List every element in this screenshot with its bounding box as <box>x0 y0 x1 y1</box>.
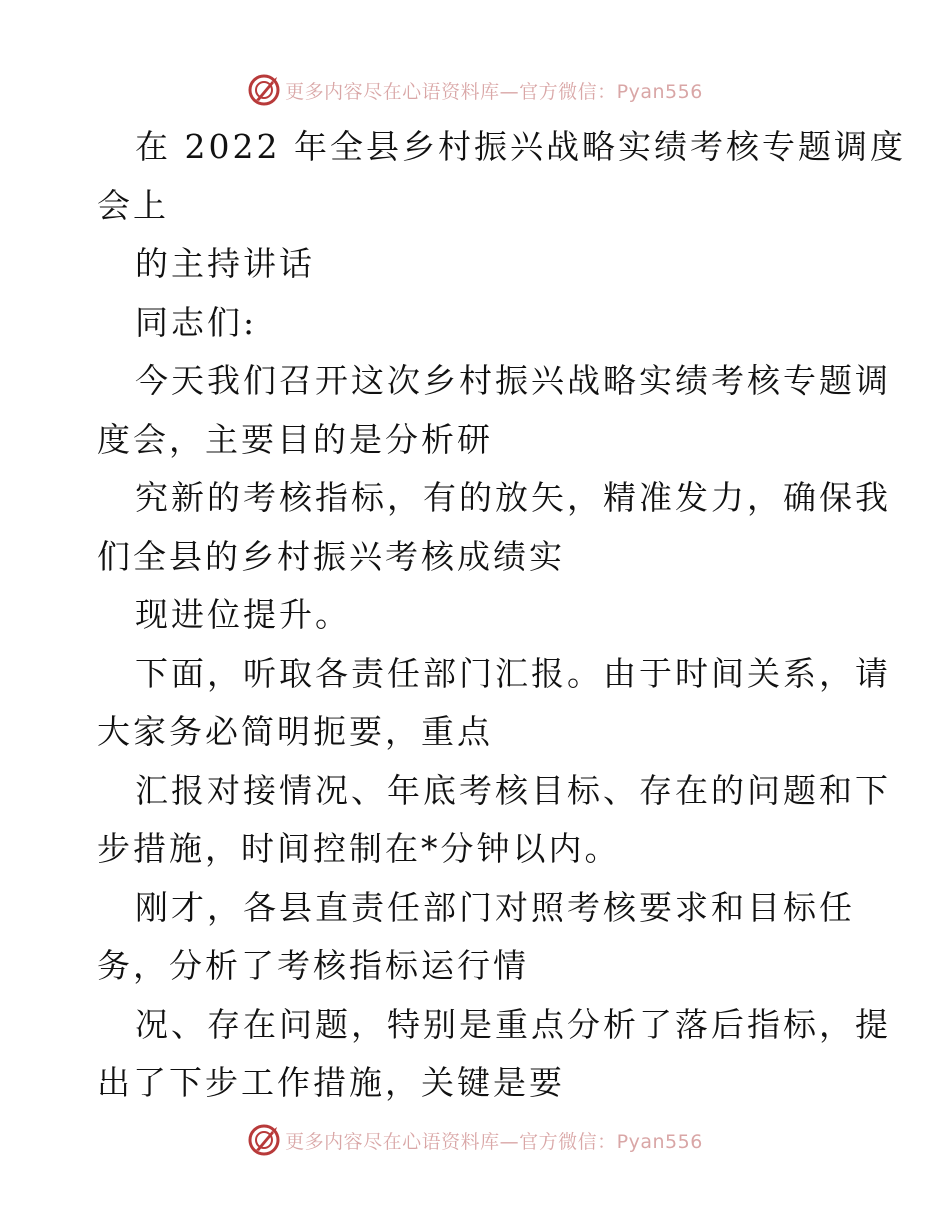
text-line: 大家务必简明扼要，重点 <box>97 712 493 751</box>
text-line: 度会，主要目的是分析研 <box>97 419 493 459</box>
text-line: 务，分析了考核指标运行情 <box>97 946 529 985</box>
text-line: 况、存在问题，特别是重点分析了落后指标，提 <box>135 1004 891 1044</box>
text-line: 下面，听取各责任部门汇报。由于时间关系，请 <box>135 653 891 693</box>
text-line: 刚才，各县直责任部门对照考核要求和目标任 <box>135 887 855 927</box>
document-body <box>97 118 906 1113</box>
text-line: 出了下步工作措施，关键是要 <box>97 1063 565 1102</box>
text-line: 步措施，时间控制在*分钟以内。 <box>97 829 621 868</box>
quill-pen-circle-icon <box>247 1123 281 1157</box>
header-watermark <box>0 70 950 110</box>
text-line: 的主持讲话 <box>135 244 315 283</box>
text-line: 在 2022 年全县乡村振兴战略实绩考核专题调度 <box>135 127 906 166</box>
footer-watermark <box>0 1120 950 1160</box>
header-watermark-text: 更多内容尽在心语资料库—官方微信：Pyan556 <box>285 80 703 103</box>
text-line: 究新的考核指标，有的放矢，精准发力，确保我 <box>135 478 891 517</box>
text-line: 现进位提升。 <box>135 595 351 634</box>
text-line: 今天我们召开这次乡村振兴战略实绩考核专题调 <box>135 361 891 400</box>
text-line: 会上 <box>97 185 169 225</box>
text-line: 汇报对接情况、年底考核目标、存在的问题和下 <box>135 770 891 810</box>
text-line: 们全县的乡村振兴考核成绩实 <box>97 536 565 576</box>
quill-pen-circle-icon <box>247 73 281 107</box>
footer-watermark-text: 更多内容尽在心语资料库—官方微信：Pyan556 <box>285 1130 703 1153</box>
text-line: 同志们: <box>135 302 258 342</box>
